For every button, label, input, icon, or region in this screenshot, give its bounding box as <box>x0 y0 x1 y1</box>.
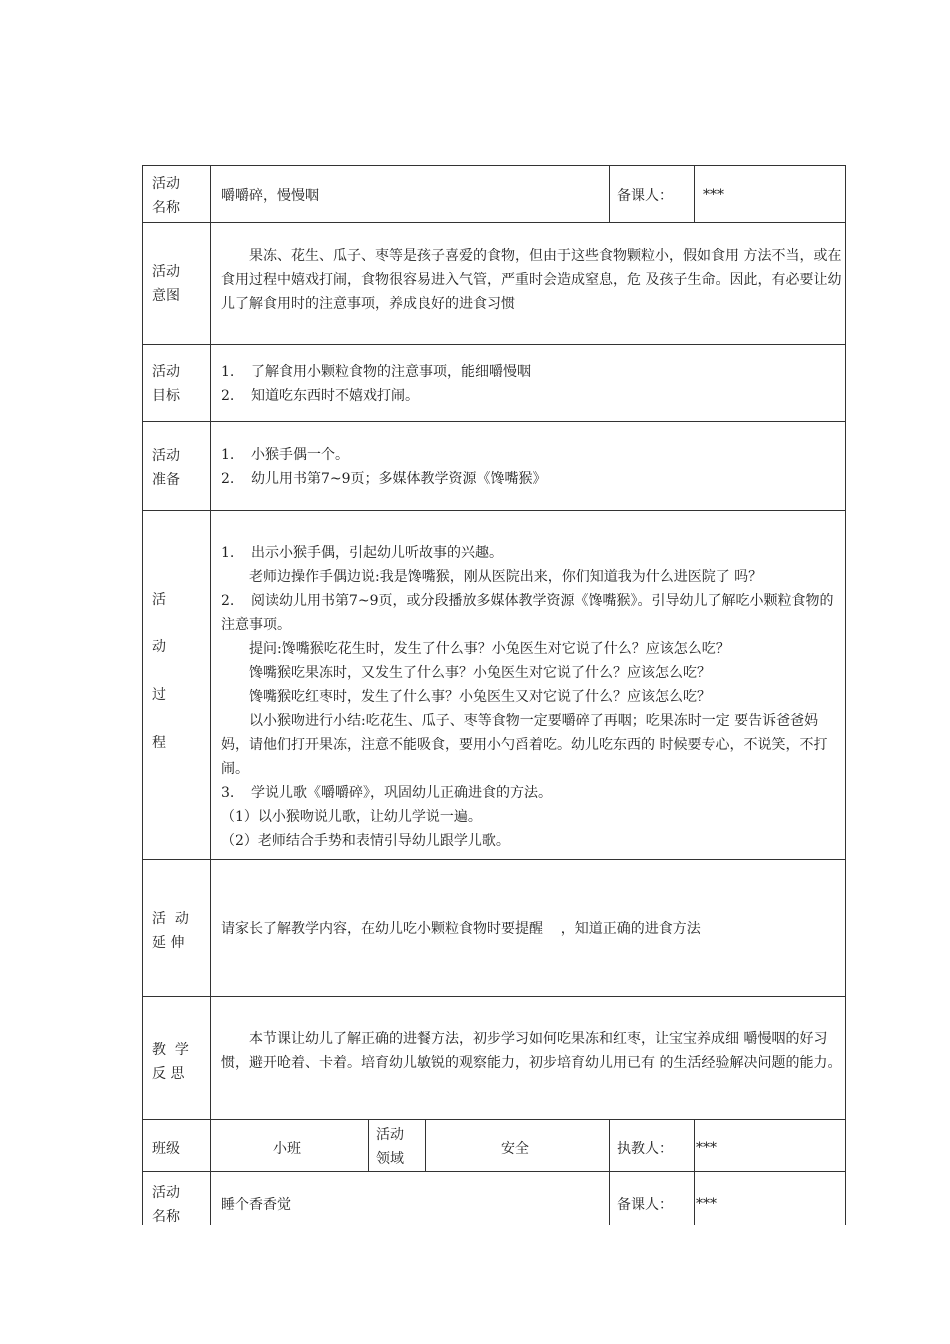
divider <box>609 1172 610 1225</box>
label-activity-name-2: 活动 名称 <box>143 1172 211 1225</box>
teacher-label: 执教人： <box>617 1141 673 1157</box>
label-activity-intent: 活动 意图 <box>143 223 211 344</box>
label-activity-prep: 活动 准备 <box>143 422 211 510</box>
process-step-3a: （1）以小猴吻说儿歌，让幼儿学说一遍。 <box>221 809 482 825</box>
divider <box>694 1120 695 1171</box>
process-summary: 以小猴吻进行小结:吃花生、瓜子、枣等食物一定要嚼碎了再咽；吃果冻时一定 要告诉爸爸妈妈，请他们打开果冻，注意不能吸食，要用小勺舀着吃。幼儿吃东西的 时候要专心，不说笑，不打闹。 <box>221 713 828 777</box>
domain-label-1: 活动 <box>376 1127 404 1143</box>
prep-item: 1. 小猴手偶一个。 <box>221 447 349 463</box>
row-activity-prep <box>142 421 846 510</box>
domain-value: 安全 <box>501 1141 529 1157</box>
row-activity-intent <box>142 222 846 344</box>
teacher-value: *** <box>696 1140 717 1156</box>
row-activity-name <box>142 165 846 222</box>
divider <box>609 1120 610 1171</box>
goal-item: 2. 知道吃东西时不嬉戏打闹。 <box>221 388 419 404</box>
divider <box>694 166 695 222</box>
label-class: 班级 <box>143 1120 211 1171</box>
divider <box>368 1120 369 1171</box>
goal-item: 1. 了解食用小颗粒食物的注意事项，能细嚼慢咽 <box>221 364 531 380</box>
preparer-value-2: *** <box>696 1196 717 1212</box>
divider <box>609 166 610 222</box>
process-question: 馋嘴猴吃果冻时，又发生了什么事？小兔医生对它说了什么？应该怎么吃？ <box>249 665 711 681</box>
reflection-text: 本节课让幼儿了解正确的进餐方法，初步学习如何吃果冻和红枣，让宝宝养成细 嚼慢咽的好习惯，避开呛着、卡着。培育幼儿敏锐的观察能力，初步培育幼儿用已有 的生活经验解决问题的能力。 <box>221 1031 842 1071</box>
label-activity-extension: 活 动 延 伸 <box>143 860 211 996</box>
process-step-1: 1. 出示小猴手偶，引起幼儿听故事的兴趣。 <box>221 545 503 561</box>
intent-text: 果冻、花生、瓜子、枣等是孩子喜爱的食物，但由于这些食物颗粒小，假如食用 方法不当，或在食用过程中嬉戏打闹，食物很容易进入气管，严重时会造成窒息，危 及孩子生命。因此，有必要让幼儿了解食用时的注意事项，养成良好的进食习惯 <box>221 248 842 312</box>
class-value: 小班 <box>273 1141 301 1157</box>
extension-text: 请家长了解教学内容，在幼儿吃小颗粒食物时要提醒 ，知道正确的进食方法 <box>221 921 701 937</box>
lesson-plan-table <box>142 165 846 1225</box>
process-step-1-detail: 老师边操作手偶边说:我是馋嘴猴，刚从医院出来，你们知道我为什么进医院了 吗？ <box>249 569 763 585</box>
label-teaching-reflection: 教 学 反 思 <box>143 997 211 1119</box>
process-question: 馋嘴猴吃红枣时，发生了什么事？小兔医生又对它说了什么？应该怎么吃？ <box>249 689 711 705</box>
process-step-2: 2. 阅读幼儿用书第7~9页，或分段播放多媒体教学资源《馋嘴猴》。引导幼儿了解吃小颗粒食物的注意事项。 <box>221 593 834 633</box>
prep-item: 2. 幼儿用书第7~9页；多媒体教学资源《馋嘴猴》 <box>221 471 547 487</box>
domain-label-2: 领域 <box>376 1151 404 1167</box>
label-activity-goals: 活动 目标 <box>143 345 211 421</box>
row-activity-name-2 <box>142 1171 846 1225</box>
process-question: 提问:馋嘴猴吃花生时，发生了什么事？小兔医生对它说了什么？应该怎么吃？ <box>249 641 730 657</box>
label-activity-process: 活 动 过 程 <box>143 511 211 859</box>
activity-name-value-2: 睡个香香觉 <box>221 1197 291 1213</box>
process-step-3b: （2）老师结合手势和表情引导幼儿跟学儿歌。 <box>221 833 510 849</box>
row-activity-process <box>142 510 846 859</box>
label-activity-name: 活动 名称 <box>143 166 211 222</box>
divider <box>694 1172 695 1225</box>
process-step-3: 3. 学说儿歌《嚼嚼碎》，巩固幼儿正确进食的方法。 <box>221 785 552 801</box>
preparer-value: *** <box>703 187 724 203</box>
preparer-label: 备课人： <box>617 188 673 204</box>
row-activity-goals <box>142 344 846 421</box>
row-teaching-reflection <box>142 996 846 1119</box>
row-class-info <box>142 1119 846 1171</box>
divider <box>425 1120 426 1171</box>
activity-name-value: 嚼嚼碎，慢慢咽 <box>221 188 319 204</box>
row-activity-extension <box>142 859 846 996</box>
preparer-label-2: 备课人： <box>617 1197 673 1213</box>
